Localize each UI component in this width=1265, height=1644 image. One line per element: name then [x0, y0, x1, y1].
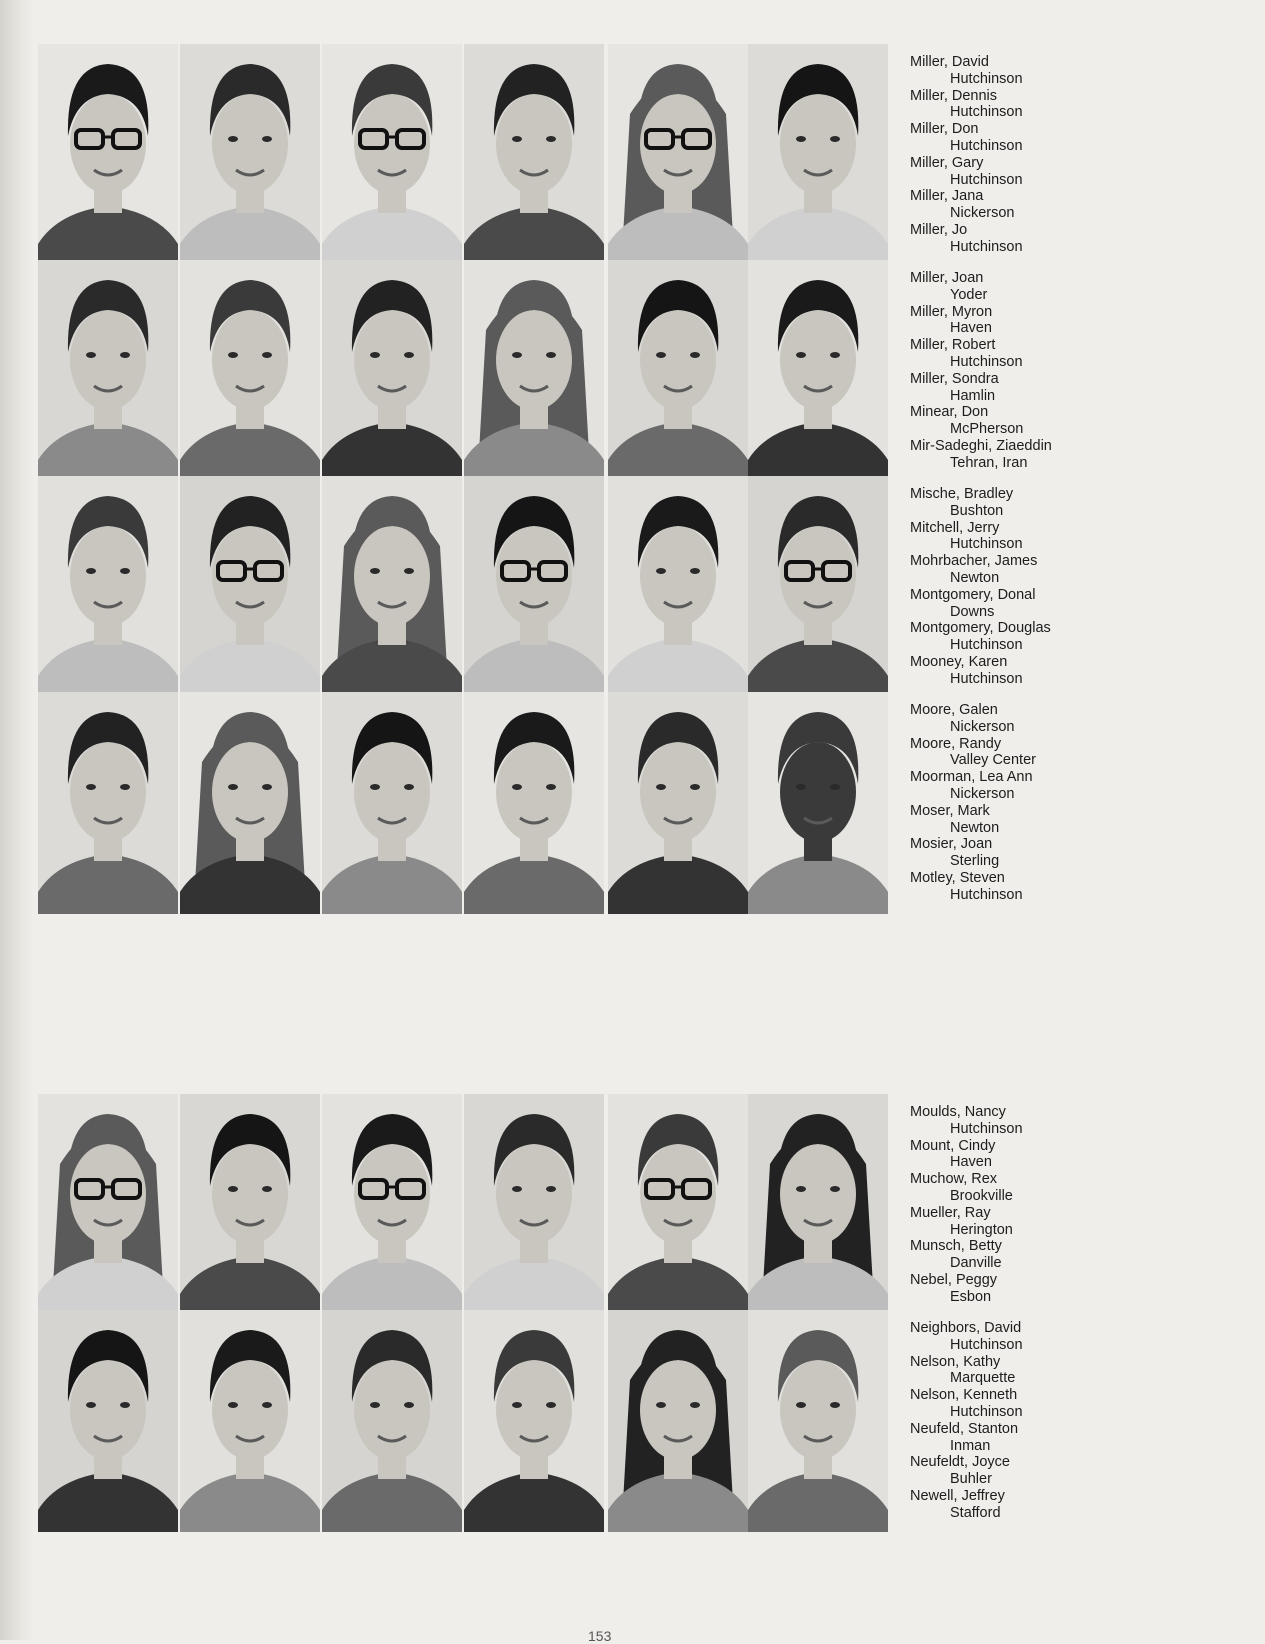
student-hometown: Esbon — [950, 1288, 992, 1305]
student-name: Miller, Dennis — [910, 87, 998, 104]
student-hometown: Hutchinson — [950, 104, 1023, 121]
student-portrait-photo — [748, 44, 888, 266]
student-entry — [910, 520, 1170, 554]
student-hometown: Newton — [950, 569, 1000, 586]
student-hometown: Hutchinson — [950, 70, 1023, 87]
student-portrait-photo — [38, 692, 178, 914]
page-number: 153 — [588, 1628, 612, 1644]
student-entry — [910, 1272, 1170, 1306]
student-name: Moulds, Nancy — [910, 1104, 1006, 1120]
student-hometown: Hutchinson — [950, 137, 1023, 154]
student-name: Neufeld, Stanton — [910, 1420, 1019, 1437]
student-name: Mount, Cindy — [910, 1137, 996, 1154]
student-hometown: Haven — [950, 1154, 992, 1171]
student-entry — [910, 553, 1170, 587]
student-portrait-photo — [608, 260, 748, 482]
student-entry — [910, 702, 1170, 736]
student-entry — [910, 1171, 1170, 1205]
student-name: Mooney, Karen — [910, 653, 1008, 670]
student-name: Montgomery, Donal — [910, 586, 1036, 603]
student-entry — [910, 803, 1170, 837]
student-hometown: Nickerson — [950, 785, 1015, 802]
student-portrait-photo — [608, 1094, 748, 1316]
name-list — [910, 486, 1170, 688]
student-name: Montgomery, Douglas — [910, 620, 1051, 637]
student-name: Moser, Mark — [910, 802, 990, 819]
name-list — [910, 270, 1170, 472]
student-entry — [910, 1421, 1170, 1455]
student-portrait-photo — [180, 44, 320, 266]
student-portrait-photo — [38, 44, 178, 266]
name-list — [910, 1320, 1170, 1522]
student-portrait-photo — [322, 44, 462, 266]
student-hometown: Hutchinson — [950, 238, 1023, 255]
student-entry — [910, 1488, 1170, 1522]
student-name: Muchow, Rex — [910, 1171, 998, 1188]
student-portrait-photo — [180, 1094, 320, 1316]
student-entry — [910, 88, 1170, 122]
student-portrait-photo — [322, 692, 462, 914]
student-hometown: Inman — [950, 1437, 991, 1454]
student-portrait-photo — [38, 260, 178, 482]
student-hometown: Yoder — [950, 286, 988, 303]
student-name: Nelson, Kathy — [910, 1353, 1001, 1370]
student-hometown: Downs — [950, 603, 995, 620]
student-portrait-photo — [38, 1094, 178, 1316]
student-entry — [910, 486, 1170, 520]
student-portrait-photo — [608, 1310, 748, 1532]
name-list — [910, 1104, 1170, 1306]
student-entry — [910, 1104, 1170, 1138]
student-portrait-photo — [464, 476, 604, 698]
student-entry — [910, 371, 1170, 405]
portrait-row — [0, 476, 1265, 700]
portrait-row — [0, 44, 1265, 268]
student-hometown: Hamlin — [950, 387, 996, 404]
student-hometown: Herington — [950, 1221, 1013, 1238]
student-portrait-photo — [608, 692, 748, 914]
student-hometown: Buhler — [950, 1471, 992, 1488]
student-name: Mosier, Joan — [910, 836, 993, 853]
student-name: Miller, Jana — [910, 188, 984, 205]
student-name: Minear, Don — [910, 404, 989, 421]
student-portrait-photo — [322, 260, 462, 482]
student-entry — [910, 736, 1170, 770]
student-hometown: Hutchinson — [950, 1120, 1023, 1137]
student-entry — [910, 404, 1170, 438]
student-hometown: Newton — [950, 819, 1000, 836]
student-entry — [910, 870, 1170, 904]
student-entry — [910, 1387, 1170, 1421]
student-name: Miller, Gary — [910, 154, 984, 171]
student-entry — [910, 769, 1170, 803]
student-name: Miller, David — [910, 54, 989, 70]
student-hometown: Marquette — [950, 1370, 1016, 1387]
student-entry — [910, 304, 1170, 338]
student-hometown: Hutchinson — [950, 1403, 1023, 1420]
student-portrait-photo — [38, 1310, 178, 1532]
student-entry — [910, 1354, 1170, 1388]
student-hometown: Haven — [950, 320, 992, 337]
student-entry — [910, 54, 1170, 88]
student-hometown: Hutchinson — [950, 670, 1023, 687]
student-name: Miller, Sondra — [910, 370, 999, 387]
student-portrait-photo — [180, 260, 320, 482]
student-name: Mir-Sadeghi, Ziaeddin — [910, 437, 1052, 454]
student-entry — [910, 438, 1170, 472]
student-hometown: Sterling — [950, 853, 1000, 870]
student-name: Mische, Bradley — [910, 486, 1014, 502]
student-entry — [910, 222, 1170, 256]
student-portrait-photo — [748, 476, 888, 698]
student-entry — [910, 1138, 1170, 1172]
student-entry — [910, 188, 1170, 222]
name-list — [910, 702, 1170, 904]
student-entry — [910, 270, 1170, 304]
student-entry — [910, 1238, 1170, 1272]
student-hometown: McPherson — [950, 421, 1024, 438]
student-hometown: Bushton — [950, 502, 1004, 519]
student-hometown: Nickerson — [950, 205, 1015, 222]
student-entry — [910, 1320, 1170, 1354]
student-portrait-photo — [748, 1094, 888, 1316]
student-portrait-photo — [180, 692, 320, 914]
student-hometown: Hutchinson — [950, 353, 1023, 370]
student-entry — [910, 836, 1170, 870]
student-name: Miller, Jo — [910, 221, 968, 238]
student-name: Mitchell, Jerry — [910, 519, 1000, 536]
student-portrait-photo — [322, 476, 462, 698]
student-portrait-photo — [608, 476, 748, 698]
student-hometown: Hutchinson — [950, 171, 1023, 188]
student-portrait-photo — [322, 1310, 462, 1532]
student-hometown: Hutchinson — [950, 1336, 1023, 1353]
student-portrait-photo — [464, 692, 604, 914]
name-list — [910, 54, 1170, 256]
student-portrait-photo — [608, 44, 748, 266]
student-name: Newell, Jeffrey — [910, 1487, 1005, 1504]
student-portrait-photo — [464, 1094, 604, 1316]
student-portrait-photo — [38, 476, 178, 698]
student-name: Neufeldt, Joyce — [910, 1454, 1010, 1471]
student-hometown: Danville — [950, 1255, 1002, 1272]
portrait-row — [0, 1310, 1265, 1534]
student-portrait-photo — [748, 260, 888, 482]
student-entry — [910, 1454, 1170, 1488]
student-name: Nelson, Kenneth — [910, 1387, 1018, 1404]
student-portrait-photo — [748, 692, 888, 914]
student-entry — [910, 654, 1170, 688]
student-portrait-photo — [180, 1310, 320, 1532]
student-entry — [910, 587, 1170, 621]
student-name: Moore, Randy — [910, 735, 1002, 752]
student-hometown: Hutchinson — [950, 536, 1023, 553]
student-name: Mohrbacher, James — [910, 553, 1038, 570]
student-name: Miller, Robert — [910, 337, 996, 354]
student-name: Motley, Steven — [910, 869, 1005, 886]
student-entry — [910, 121, 1170, 155]
student-entry — [910, 155, 1170, 189]
student-name: Nebel, Peggy — [910, 1271, 998, 1288]
student-portrait-photo — [464, 1310, 604, 1532]
portrait-row — [0, 692, 1265, 916]
student-portrait-photo — [464, 260, 604, 482]
student-name: Miller, Don — [910, 121, 979, 138]
portrait-row — [0, 260, 1265, 484]
student-hometown: Hutchinson — [950, 886, 1023, 903]
student-hometown: Hutchinson — [950, 637, 1023, 654]
student-entry — [910, 337, 1170, 371]
student-hometown: Tehran, Iran — [950, 454, 1028, 471]
student-hometown: Nickerson — [950, 718, 1015, 735]
student-entry — [910, 1205, 1170, 1239]
student-name: Miller, Joan — [910, 270, 984, 286]
student-hometown: Stafford — [950, 1504, 1001, 1521]
student-name: Neighbors, David — [910, 1320, 1022, 1336]
student-portrait-photo — [180, 476, 320, 698]
student-name: Moore, Galen — [910, 702, 998, 718]
student-portrait-photo — [464, 44, 604, 266]
student-hometown: Valley Center — [950, 752, 1036, 769]
student-portrait-photo — [322, 1094, 462, 1316]
student-name: Munsch, Betty — [910, 1238, 1002, 1255]
student-portrait-photo — [748, 1310, 888, 1532]
student-hometown: Brookville — [950, 1187, 1013, 1204]
student-entry — [910, 620, 1170, 654]
student-name: Moorman, Lea Ann — [910, 769, 1033, 786]
portrait-row — [0, 1094, 1265, 1318]
student-name: Mueller, Ray — [910, 1204, 991, 1221]
student-name: Miller, Myron — [910, 303, 993, 320]
